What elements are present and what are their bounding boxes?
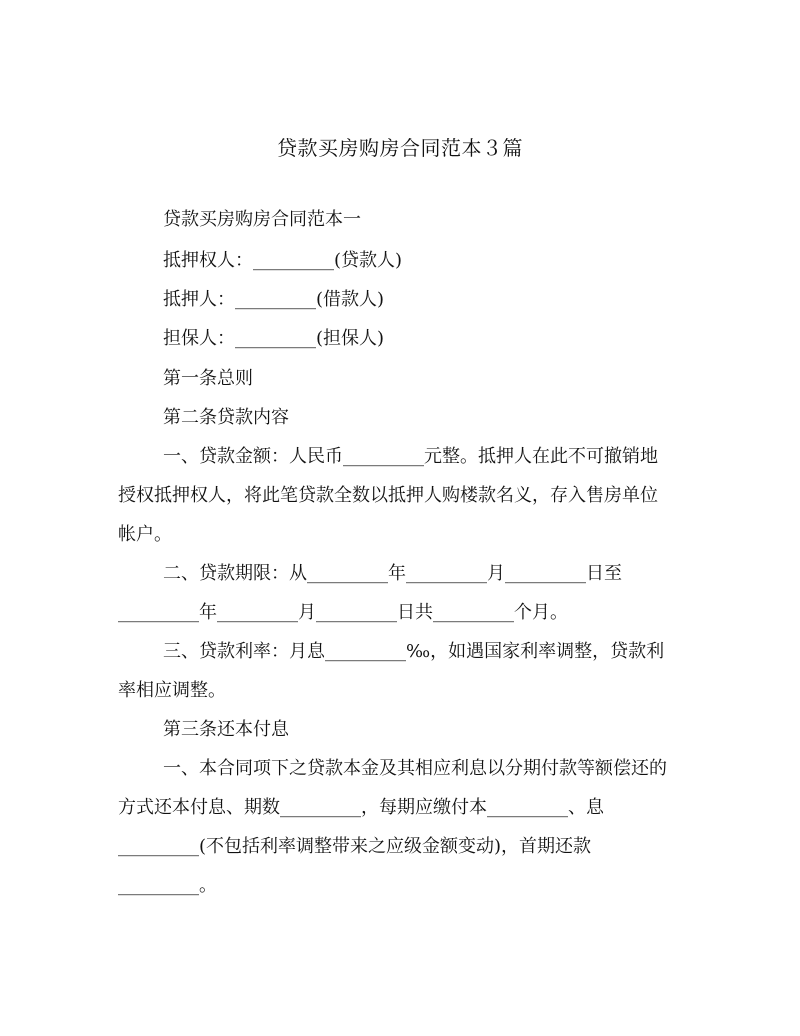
paragraph-line: 方式还本付息、期数_________，每期应缴付本_________、息 xyxy=(118,797,604,818)
paragraph-line: 二、贷款期限：从_________年_________月_________日至 xyxy=(163,563,622,584)
article-heading: 第三条还本付息 xyxy=(163,719,289,740)
section-heading: 贷款买房购房合同范本一 xyxy=(163,209,361,230)
mortgagee-line: 抵押权人：_________(贷款人) xyxy=(163,250,403,271)
guarantor-line: 担保人：_________(担保人) xyxy=(163,328,385,349)
paragraph-line: 授权抵押权人，将此笔贷款全数以抵押人购楼款名义，存入售房单位 xyxy=(118,485,658,506)
paragraph-line: _________。 xyxy=(118,875,217,896)
mortgagor-line: 抵押人：_________(借款人) xyxy=(163,289,385,310)
article-heading: 第一条总则 xyxy=(163,368,253,389)
paragraph-line: 率相应调整。 xyxy=(118,680,226,701)
paragraph-line: 一、本合同项下之贷款本金及其相应利息以分期付款等额偿还的 xyxy=(163,758,667,779)
paragraph-line: 三、贷款利率：月息_________‰，如遇国家利率调整，贷款利 xyxy=(163,641,665,662)
article-heading: 第二条贷款内容 xyxy=(163,407,289,428)
paragraph-line: 帐户。 xyxy=(118,524,172,545)
document-title: 贷款买房购房合同范本３篇 xyxy=(277,136,523,160)
paragraph-line: _________(不包括利率调整带来之应级金额变动)，首期还款 xyxy=(118,836,592,857)
paragraph-line: 一、贷款金额：人民币_________元整。抵押人在此不可撤销地 xyxy=(163,446,658,467)
paragraph-line: _________年_________月_________日共_________个月。 xyxy=(118,602,568,623)
